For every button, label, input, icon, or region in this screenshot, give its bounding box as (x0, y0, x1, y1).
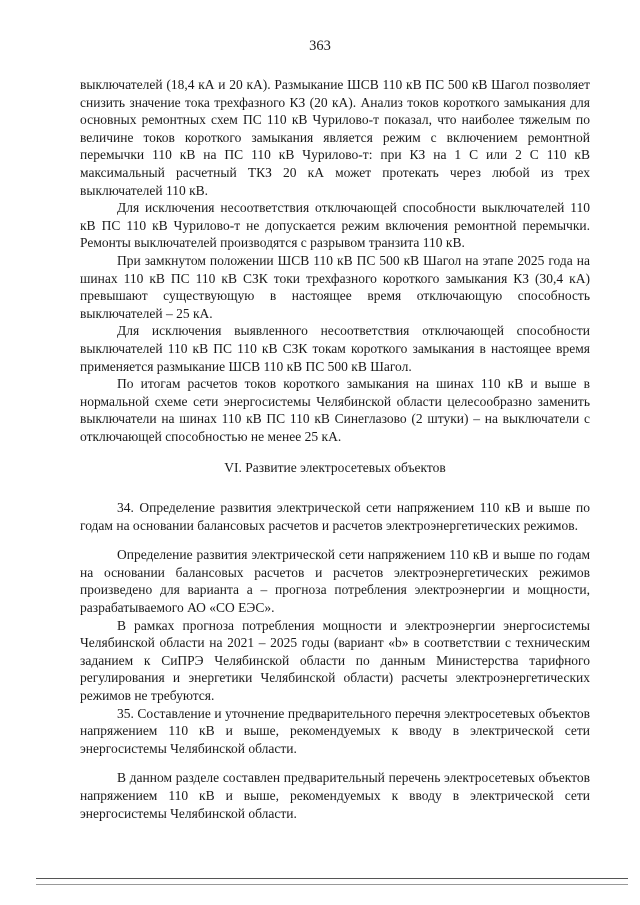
paragraph: Для исключения несоответствия отключающей способности выключателей 110 кВ ПС 110 кВ Чурилово-т не допускается режим включения ремонтной перемычки. Ремонты выключателей производятся с разрывом транзита 110 кВ. (80, 200, 590, 251)
paragraph: выключателей (18,4 кА и 20 кА). Размыкание ШСВ 110 кВ ПС 500 кВ Шагол позволяет снизить значение тока трехфазного КЗ (20 кА). Анализ токов короткого замыкания для основных ремонтных схем ПС 110 кВ Чурилово-т показал, что наиболее тяжелым по величине токов короткого замыкания является режим с включением ремонтной перемычки 110 кВ на ПС 110 кВ Чурилово-т: при КЗ на 1 С или 2 С 110 кВ максимальный расчетный ТКЗ 20 кА может протекать через любой из трех выключателей 110 кВ. (80, 77, 590, 198)
page-number: 363 (309, 38, 331, 54)
footer-divider (36, 884, 628, 885)
paragraph: В рамках прогноза потребления мощности и электроэнергии энергосистемы Челябинской области на 2021 – 2025 годы (вариант «b» в соответствии с техническим заданием к СиПРЭ Челябинской области по данным Министерства тарифного регулирования и энергетики Челябинской области) расчеты электроэнергетических режимов не требуются. (80, 617, 590, 703)
paragraph: По итогам расчетов токов короткого замыкания на шинах 110 кВ и выше в нормальной схеме сети энергосистемы Челябинской области целесообразно заменить выключатели на шинах 110 кВ ПС 110 кВ Синеглазово (2 штуки) – на выключатели с отключающей способностью не менее 25 кА. (80, 376, 590, 444)
paragraph: 35. Составление и уточнение предварительного перечня электросетевых объектов напряжением 110 кВ и выше, рекомендуемых к вводу в электрической сети энергосистемы Челябинской области. (80, 705, 590, 756)
section-heading: VI. Развитие электросетевых объектов (224, 460, 446, 476)
paragraph: В данном разделе составлен предварительный перечень электросетевых объектов напряжением 110 кВ и выше, рекомендуемых к вводу в электрической сети энергосистемы Челябинской области. (80, 770, 590, 821)
paragraph: 34. Определение развития электрической сети напряжением 110 кВ и выше по годам на основании балансовых расчетов и расчетов электроэнергетических режимов. (80, 500, 590, 533)
footer-divider (36, 878, 628, 879)
document-body (80, 76, 590, 822)
paragraph: Определение развития электрической сети напряжением 110 кВ и выше по годам на основании балансовых расчетов и расчетов электроэнергетических режимов произведено для варианта а – прогноза потребления электроэнергии и мощности, разрабатываемого АО «СО ЕЭС». (80, 547, 590, 616)
paragraph: При замкнутом положении ШСВ 110 кВ ПС 500 кВ Шагол на этапе 2025 года на шинах 110 кВ ПС 110 кВ СЗК токи трехфазного короткого замыкания КЗ (30,4 кА) превышают существующую в настоящее время отключающую способность выключателей – 25 кА. (80, 252, 590, 321)
paragraph: Для исключения выявленного несоответствия отключающей способности выключателей 110 кВ ПС 110 кВ СЗК токам короткого замыкания в настоящее время применяется размыкание ШСВ 110 кВ ПС 500 кВ Шагол. (80, 323, 590, 374)
